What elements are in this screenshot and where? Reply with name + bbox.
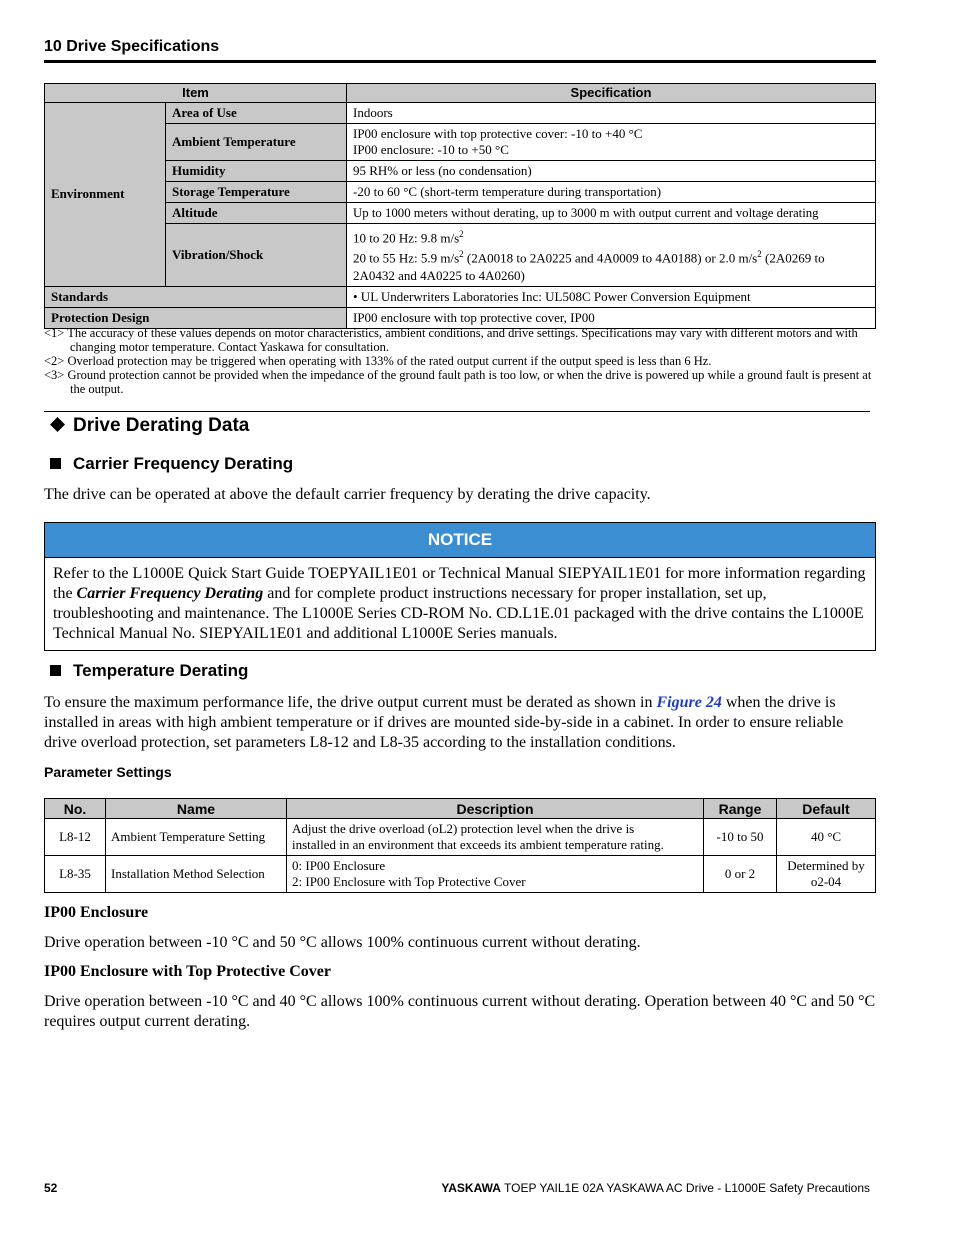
table-row bbox=[45, 161, 876, 182]
row-label: Vibration/Shock bbox=[166, 224, 347, 287]
param-name: Installation Method Selection bbox=[106, 856, 287, 893]
environment-label: Environment bbox=[45, 103, 166, 287]
ip00-top-heading: IP00 Enclosure with Top Protective Cover bbox=[44, 963, 331, 980]
row-label: Ambient Temperature bbox=[166, 124, 347, 161]
table-row bbox=[45, 103, 876, 124]
row-value bbox=[347, 224, 876, 287]
value-line: IP00 enclosure with top protective cover: -10 to +40 °C bbox=[353, 126, 643, 141]
row-label: Humidity bbox=[166, 161, 347, 182]
row-value: -20 to 60 °C (short-term temperature during transportation) bbox=[347, 182, 876, 203]
figure-24-link[interactable]: Figure 24 bbox=[656, 694, 722, 711]
notice-box bbox=[44, 522, 876, 651]
footnote: <3> Ground protection cannot be provided when the impedance of the ground fault path is too low, or when the drive is powered up while a ground fault is present at the output. bbox=[44, 368, 872, 396]
table-row bbox=[45, 286, 876, 307]
table-row bbox=[45, 819, 876, 856]
notice-title: NOTICE bbox=[45, 523, 875, 558]
param-description: 0: IP00 Enclosure 2: IP00 Enclosure with Top Protective Cover bbox=[287, 856, 704, 893]
row-value: 95 RH% or less (no condensation) bbox=[347, 161, 876, 182]
diamond-icon bbox=[50, 417, 65, 432]
row-label: Area of Use bbox=[166, 103, 347, 124]
carrier-paragraph: The drive can be operated at above the default carrier frequency by derating the drive capacity. bbox=[44, 486, 651, 503]
row-label: Storage Temperature bbox=[166, 182, 347, 203]
heading-temperature-derating: Temperature Derating bbox=[50, 661, 248, 681]
col-description: Description bbox=[287, 799, 704, 819]
temperature-paragraph: To ensure the maximum performance life, the drive output current must be derated as shown in Figure 24 when the drive is installed in areas with high ambient temperature or if drives are mounted side-by-side in a cabinet. In order to ensure reliable drive overload protection, set parameters L8-12 and L8-35 according to the installation conditions. bbox=[44, 694, 844, 751]
row-value bbox=[347, 124, 876, 161]
param-range: -10 to 50 bbox=[704, 819, 777, 856]
protection-value: IP00 enclosure with top protective cover, IP00 bbox=[347, 307, 876, 328]
value-line: 10 to 20 Hz: 9.8 $m/s^2$ bbox=[353, 229, 464, 246]
standards-label: Standards bbox=[45, 286, 347, 307]
table-row bbox=[45, 203, 876, 224]
col-name: Name bbox=[106, 799, 287, 819]
table-row bbox=[45, 124, 876, 161]
row-label: Altitude bbox=[166, 203, 347, 224]
param-description: Adjust the drive overload (oL2) protection level when the drive is installed in an environment that exceeds its ambient temperature rating. bbox=[287, 819, 704, 856]
heading-carrier-frequency: Carrier Frequency Derating bbox=[50, 454, 293, 474]
parameter-settings-heading: Parameter Settings bbox=[44, 764, 172, 780]
table-row bbox=[45, 856, 876, 893]
param-default: Determined by o2-04 bbox=[777, 856, 876, 893]
spec-header-row bbox=[45, 84, 876, 103]
col-no: No. bbox=[45, 799, 106, 819]
ip00-top-paragraph: Drive operation between -10 °C and 40 °C allows 100% continuous current without derating. Operation between 40 °C and 50 °C requires output current derating. bbox=[44, 993, 876, 1030]
divider bbox=[44, 411, 870, 412]
col-spec: Specification bbox=[347, 84, 876, 103]
footnote: <1> The accuracy of these values depends on motor characteristics, ambient conditions, and drive settings. Specifications may vary with different motors and with changing motor temperature. Contact Yaskawa for consultation. bbox=[44, 326, 858, 354]
param-name: Ambient Temperature Setting bbox=[106, 819, 287, 856]
footnotes bbox=[44, 326, 876, 396]
param-range: 0 or 2 bbox=[704, 856, 777, 893]
section-header: 10 Drive Specifications bbox=[44, 38, 220, 55]
col-item: Item bbox=[45, 84, 347, 103]
param-no: L8-35 bbox=[45, 856, 106, 893]
square-bullet-icon bbox=[50, 458, 61, 469]
section-rule bbox=[44, 60, 876, 63]
footnote: <2> Overload protection may be triggered when operating with 133% of the rated output current if the output speed is less than 6 Hz. bbox=[44, 354, 712, 368]
param-header-row bbox=[45, 799, 876, 819]
value-line: IP00 enclosure: -10 to +50 °C bbox=[353, 142, 509, 157]
table-row bbox=[45, 224, 876, 287]
footer-doc: YASKAWA TOEP YAIL1E 02A YASKAWA AC Drive - L1000E Safety Precautions bbox=[441, 1181, 870, 1195]
row-value: Indoors bbox=[347, 103, 876, 124]
notice-body: Refer to the L1000E Quick Start Guide TOEPYAIL1E01 or Technical Manual SIEPYAIL1E01 for more information regarding the Carrier Frequency Derating and for complete product instructions necessary for proper installation, set up, troubleshooting and maintenance. The L1000E Series CD-ROM No. CD.L1E.01 packaged with the drive contains the L1000E Technical Manual No. SIEPYAIL1E01 and additional L1000E Series manuals. bbox=[53, 565, 866, 642]
table-row bbox=[45, 307, 876, 328]
value-line: 20 to 55 Hz: 5.9 $m/s^2$ (2A0018 to 2A0225 and 4A0009 to 4A0188) or 2.0 $m/s^2$ (2A0269 to 2A0432 and 4A0225 to 4A0260) bbox=[353, 249, 825, 283]
notice-emphasis: Carrier Frequency Derating bbox=[76, 585, 264, 602]
ip00-paragraph: Drive operation between -10 °C and 50 °C allows 100% continuous current without derating. bbox=[44, 934, 641, 951]
row-value: Up to 1000 meters without derating, up to 3000 m with output current and voltage derating bbox=[347, 203, 876, 224]
col-default: Default bbox=[777, 799, 876, 819]
standards-value: • UL Underwriters Laboratories Inc: UL508C Power Conversion Equipment bbox=[347, 286, 876, 307]
param-default: 40 °C bbox=[777, 819, 876, 856]
parameter-table bbox=[44, 798, 876, 893]
protection-label: Protection Design bbox=[45, 307, 347, 328]
spec-table bbox=[44, 83, 876, 329]
footer-brand: YASKAWA bbox=[441, 1181, 501, 1195]
param-no: L8-12 bbox=[45, 819, 106, 856]
page-number: 52 bbox=[44, 1181, 58, 1195]
square-bullet-icon bbox=[50, 665, 61, 676]
col-range: Range bbox=[704, 799, 777, 819]
table-row bbox=[45, 182, 876, 203]
heading-drive-derating: Drive Derating Data bbox=[50, 415, 249, 437]
ip00-heading: IP00 Enclosure bbox=[44, 904, 149, 921]
